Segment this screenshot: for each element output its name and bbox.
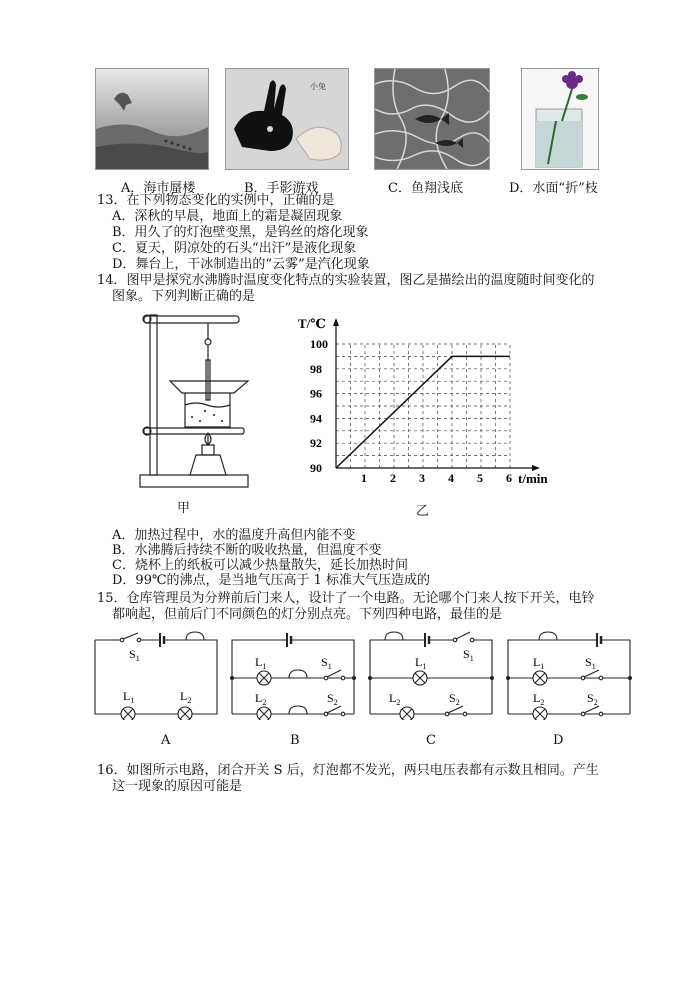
temperature-time-chart: [290, 310, 560, 490]
chart-y-axis-arrow: [333, 318, 339, 326]
circuit-c-l2-sub: 2: [396, 698, 401, 707]
q13-option-d: D．舞台上，干冰制造出的“云雾”是汽化现象: [112, 257, 370, 272]
chart-x-tick-label: 2: [390, 471, 396, 485]
circuit-b-label: B: [290, 733, 300, 748]
circuit-d-l2-label: L: [533, 691, 541, 705]
chart-x-tick-label: 3: [419, 471, 425, 485]
q15-stem-line2: 都响起，但前后门不同颜色的灯分别点亮。下列四种电路，最佳的是: [112, 607, 503, 622]
svg-text:L2: [180, 689, 191, 705]
svg-text:L2: [255, 691, 266, 707]
chart-y-tick-label: 90: [310, 461, 322, 475]
svg-text:L1: [255, 655, 266, 671]
circuit-c-l1-sub: 1: [422, 662, 427, 671]
circuit-a-l1-label: L: [123, 689, 131, 703]
circuit-a-l1-sub: 1: [130, 696, 135, 705]
circuit-b-s2-label: S: [327, 691, 334, 705]
circuit-c-s2-label: S: [449, 691, 456, 705]
circuit-c-s1-label: S: [463, 647, 470, 661]
circuit-c-s1-sub: 1: [469, 654, 474, 663]
circuit-a-l2-label: L: [180, 689, 188, 703]
hand-shadow-image: [225, 68, 349, 170]
chart-y-tick-label: 92: [310, 436, 322, 451]
circuit-b-l1-label: L: [255, 655, 263, 669]
svg-text:L1: [415, 655, 426, 671]
circuit-b-s1-label: S: [321, 655, 328, 669]
svg-text:L1: [533, 655, 544, 671]
svg-text:L1: [123, 689, 134, 705]
q12-option-d: D．水面“折”枝: [509, 181, 598, 196]
circuit-d-s2-label: S: [587, 691, 594, 705]
circuit-b-s2-sub: 2: [333, 698, 338, 707]
q15-stem-line1: 15．仓库管理员为分辨前后门来人，设计了一个电路。无论哪个门来人按下开关，电铃: [97, 591, 595, 606]
bent-stem-image: [521, 68, 599, 170]
circuit-b-l2-sub: 2: [262, 698, 267, 707]
circuit-c-l1-label: L: [415, 655, 423, 669]
svg-text:S2: [449, 691, 460, 707]
rabbit-note: 小兔: [310, 82, 326, 91]
svg-text:S2: [327, 691, 338, 707]
q13-stem: 13．在下列物态变化的实例中，正确的是: [97, 193, 335, 208]
circuit-d-label: D: [553, 733, 564, 748]
svg-text:S1: [463, 647, 474, 663]
circuit-d-s1-sub: 1: [591, 662, 596, 671]
chart-x-tick-label: 4: [448, 471, 454, 485]
svg-text:S1: [321, 655, 332, 671]
q14-option-c: C．烧杯上的纸板可以减少热量散失，延长加热时间: [112, 558, 408, 573]
q14-stem-line1: 14．图甲是探究水沸腾时温度变化特点的实验装置，图乙是描绘出的温度随时间变化的: [97, 273, 595, 288]
chart-y-tick-label: 98: [310, 361, 322, 376]
chart-y-tick-label: 96: [310, 386, 322, 401]
svg-text:S1: [129, 647, 140, 663]
circuit-c: [367, 630, 497, 720]
chart-y-axis-label: T/℃: [298, 316, 326, 331]
circuit-b-l2-label: L: [255, 691, 263, 705]
svg-text:L2: [533, 691, 544, 707]
q16-stem-line2: 这一现象的原因可能是: [112, 779, 243, 794]
circuit-c-label: C: [426, 733, 436, 748]
q14-option-b: B．水沸腾后持续不断的吸收热量，但温度不变: [112, 543, 382, 558]
circuit-d: [505, 630, 635, 720]
svg-text:L2: [389, 691, 400, 707]
circuit-a-label: A: [161, 733, 171, 748]
circuit-c-s2-sub: 2: [455, 698, 460, 707]
q13-option-b: B．用久了的灯泡壁变黑，是钨丝的熔化现象: [112, 225, 369, 240]
circuit-d-l2-sub: 2: [540, 698, 545, 707]
svg-text:S1: [585, 655, 596, 671]
q13-option-a: A．深秋的早晨，地面上的霜是凝固现象: [112, 209, 343, 224]
boiling-apparatus-figure: [130, 305, 250, 490]
circuit-a-s1-sub: 1: [135, 654, 140, 663]
svg-text:S2: [587, 691, 598, 707]
circuit-b: [229, 630, 359, 720]
fish-shallow-image: [374, 68, 490, 170]
q12-option-a: A．海市蜃楼: [121, 181, 196, 196]
q16-stem-line1: 16．如图所示电路，闭合开关 S 后，灯泡都不发光，两只电压表都有示数且相同。产生: [97, 763, 599, 778]
chart-y-tick-label: 94: [310, 411, 322, 426]
circuit-a-l2-sub: 2: [187, 696, 192, 705]
q12-option-c: C．鱼翔浅底: [388, 181, 463, 196]
circuit-d-l1-label: L: [533, 655, 541, 669]
chart-x-tick-label: 5: [477, 471, 483, 485]
q12-option-b: B．手影游戏: [244, 181, 319, 196]
mirage-image: [95, 68, 209, 170]
circuit-d-l1-sub: 1: [540, 662, 545, 671]
circuit-d-s1-label: S: [585, 655, 592, 669]
chart-x-tick-label: 6: [506, 471, 512, 485]
chart-x-axis-label: t/min: [518, 471, 548, 486]
fig-a-label: 甲: [177, 501, 191, 516]
circuit-a: [92, 630, 222, 720]
circuit-b-l1-sub: 1: [262, 662, 267, 671]
q14-option-d: D．99℃的沸点，是当地气压高于 1 标准大气压造成的: [112, 573, 431, 588]
q13-option-c: C．夏天，阴凉处的石头“出汗”是液化现象: [112, 241, 357, 256]
q14-stem-line2: 图象。下列判断正确的是: [112, 289, 256, 304]
circuit-a-s1-label: S: [129, 647, 136, 661]
q14-option-a: A．加热过程中，水的温度升高但内能不变: [112, 528, 356, 543]
circuit-d-s2-sub: 2: [593, 698, 598, 707]
chart-x-tick-label: 1: [361, 471, 367, 485]
circuit-b-s1-sub: 1: [327, 662, 332, 671]
fig-b-label: 乙: [416, 504, 430, 519]
circuit-c-l2-label: L: [389, 691, 397, 705]
chart-y-tick-label: 100: [310, 337, 328, 351]
